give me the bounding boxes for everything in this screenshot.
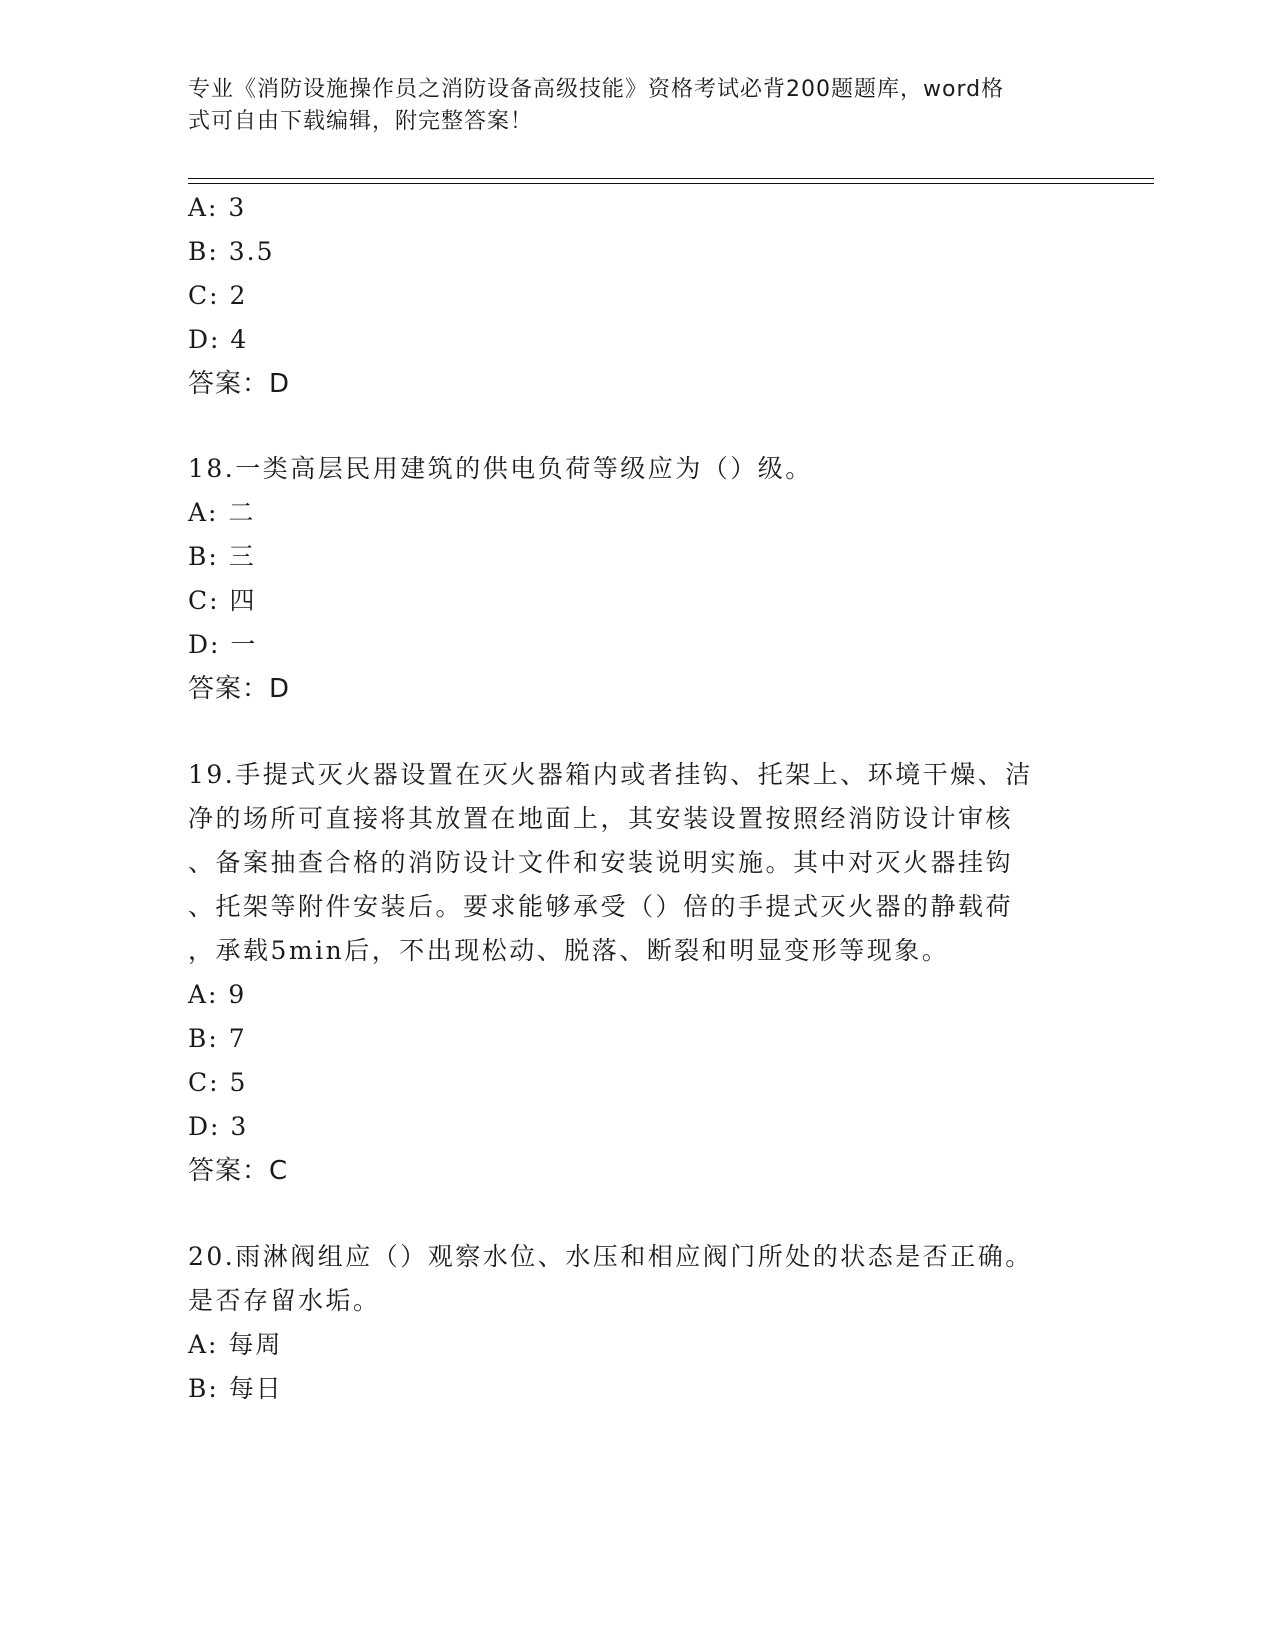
header-line-1: 专业《消防设施操作员之消防设备高级技能》资格考试必背200题题库，word格 <box>188 77 1005 102</box>
option-d: D: 一 <box>188 630 258 659</box>
header-divider-top <box>188 178 1154 179</box>
question-text-line-2: 是否存留水垢。 <box>188 1286 381 1315</box>
option-c: C: 四 <box>188 586 257 615</box>
header-line-2: 式可自由下载编辑，附完整答案！ <box>188 109 534 134</box>
question-text-line-4: 、托架等附件安装后。要求能够承受（）倍的手提式灭火器的静载荷 <box>188 892 1014 921</box>
question-text-line-5: ，承载5min后，不出现松动、脱落、断裂和明显变形等现象。 <box>188 936 950 965</box>
option-b: B: 三 <box>188 542 256 571</box>
option-b: B: 7 <box>188 1024 247 1053</box>
question-text-line-1: 19.手提式灭火器设置在灭火器箱内或者挂钩、托架上、环境干燥、洁 <box>188 760 1033 789</box>
option-c: C: 2 <box>188 281 248 310</box>
question-text-line-2: 净的场所可直接将其放置在地面上，其安装设置按照经消防设计审核 <box>188 804 1014 833</box>
option-c: C: 5 <box>188 1068 248 1097</box>
option-a: A: 二 <box>188 498 256 527</box>
option-d: D: 4 <box>188 325 249 354</box>
header-divider-bottom <box>188 183 1154 184</box>
question-text-line-3: 、备案抽查合格的消防设计文件和安装说明实施。其中对灭火器挂钩 <box>188 848 1014 877</box>
option-b: B: 每日 <box>188 1374 283 1403</box>
answer: 答案：D <box>188 369 291 399</box>
option-b: B: 3.5 <box>188 237 275 266</box>
question-text-line-1: 20.雨淋阀组应（）观察水位、水压和相应阀门所处的状态是否正确。 <box>188 1242 1033 1271</box>
option-a: A: 3 <box>188 193 247 222</box>
question-text: 18.一类高层民用建筑的供电负荷等级应为（）级。 <box>188 454 813 483</box>
answer: 答案：D <box>188 674 291 704</box>
answer: 答案：C <box>188 1156 289 1186</box>
option-a: A: 9 <box>188 980 247 1009</box>
option-a: A: 每周 <box>188 1330 283 1359</box>
option-d: D: 3 <box>188 1112 249 1141</box>
document-header <box>188 74 1068 138</box>
